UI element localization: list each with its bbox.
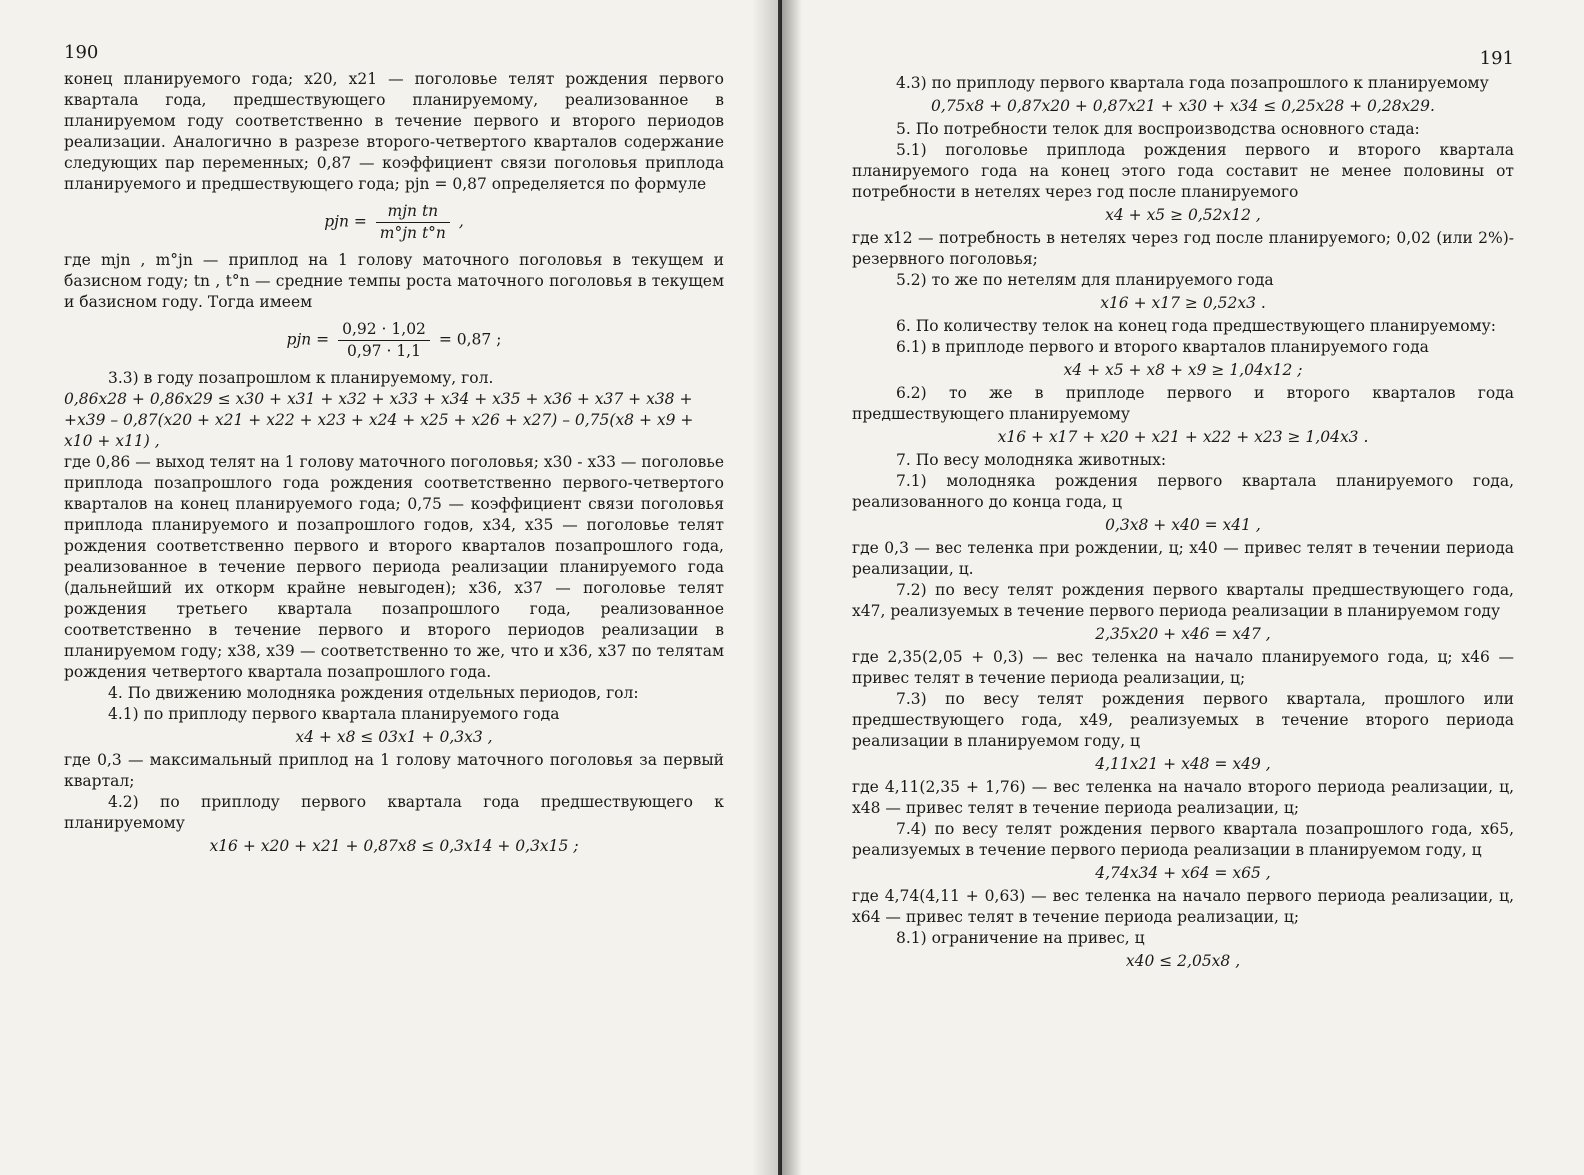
formula-7-4: 4,74x34 + x64 = x65 ,: [1095, 864, 1271, 882]
item-7-2: 7.2) по весу телят рождения первого кварталы предшествующего года, x47, реализуемых в течение первого периода реализации в планируемом году: [852, 581, 1514, 620]
right-gutter-shadow: [782, 0, 802, 1175]
formula-6-1: x4 + x5 + x8 + x9 ≥ 1,04x12 ;: [1063, 361, 1303, 379]
right-page: [782, 0, 1584, 1175]
formula-8-1: x40 ≤ 2,05x8 ,: [1125, 952, 1241, 970]
paragraph: где 4,74(4,11 + 0,63) — вес теленка на начало первого периода реализации, ц, x64 — привес телят в течение периода реализации, ц;: [852, 887, 1514, 926]
left-page: [0, 0, 782, 1175]
item-4-3: 4.3) по приплоду первого квартала года позапрошлого к планируемому: [896, 74, 1489, 92]
item-6-1: 6.1) в приплоде первого и второго кварталов планируемого года: [896, 338, 1429, 356]
paragraph: где 4,11(2,35 + 1,76) — вес теленка на начало второго периода реализации, ц, x48 — привес телят в течение периода реализации, ц;: [852, 778, 1514, 817]
paragraph: где x12 — потребность в нетелях через год после планируемого; 0,02 (или 2%)-резервного поголовья;: [852, 229, 1514, 268]
item-4-1: 4.1) по приплоду первого квартала планируемого года: [108, 705, 560, 723]
right-page-number: 191: [1479, 48, 1514, 69]
formula-3-3-line2: +x39 – 0,87(x20 + x21 + x22 + x23 + x24 + x25 + x26 + x27) – 0,75(x8 + x9 + x10 + x11) ,: [64, 411, 694, 450]
paragraph: где 0,86 — выход телят на 1 голову маточного поголовья; x30 - x33 — поголовье приплода позапрошлого года рождения соответственно первого-четвертого кварталов на конец планируемого года; 0,75 — коэффициент связи поголовья приплода планируемого и позапрошлого годов, x34, x35 — поголовье телят рождения соответственно первого и второго кварталов позапрошлого года, реализованное в течение первого периода реализации планируемого года (дальнейший их откорм крайне невыгоден); x36, x37 — поголовье телят рождения третьего квартала позапрошлого года, реализованное соответственно в течение первого и второго периодов реализации в планируемом году; x38, x39 — соответственно то же, что и x36, x37 по телятам рождения четвертого квартала позапрошлого года.: [64, 453, 724, 681]
item-5-2: 5.2) то же по нетелям для планируемого года: [896, 271, 1274, 289]
item-6: 6. По количеству телок на конец года предшествующего планируемому:: [896, 317, 1496, 335]
formula-6-2: x16 + x17 + x20 + x21 + x22 + x23 ≥ 1,04x3 .: [997, 428, 1369, 446]
item-8-1: 8.1) ограничение на привес, ц: [896, 929, 1145, 947]
formula-7-2: 2,35x20 + x46 = x47 ,: [1095, 625, 1271, 643]
item-5-1: 5.1) поголовье приплода рождения первого и второго квартала планируемого года на конец этого года составит не менее половины от потребности в нетелях через год после планируемого: [852, 141, 1514, 201]
formula-7-1: 0,3x8 + x40 = x41 ,: [1105, 516, 1261, 534]
formula-7-3: 4,11x21 + x48 = x49 ,: [1095, 755, 1271, 773]
item-7-4: 7.4) по весу телят рождения первого квартала позапрошлого года, x65, реализуемых в течение первого периода реализации в планируемом году, ц: [852, 820, 1514, 859]
item-7-1: 7.1) молодняка рождения первого квартала планируемого года, реализованного до конца года, ц: [852, 472, 1514, 511]
item-4: 4. По движению молодняка рождения отдельных периодов, гол:: [108, 684, 639, 702]
item-4-2: 4.2) по приплоду первого квартала года предшествующего к планируемому: [64, 793, 724, 832]
paragraph: конец планируемого года; x20, x21 — поголовье телят рождения первого квартала года, предшествующего планируемому, реализованное в планируемом году соответственно в течение первого и второго периодов реализации. Аналогично в разрезе второго-четвертого кварталов содержание следующих пар переменных; 0,87 — коэффициент связи поголовья приплода планируемого и предшествующего года; pjn = 0,87 определяется по формуле: [64, 70, 724, 193]
item-6-2: 6.2) то же в приплоде первого и второго кварталов года предшествующего планируемому: [852, 384, 1514, 423]
paragraph: где 0,3 — максимальный приплод на 1 голову маточного поголовья за первый квартал;: [64, 751, 724, 790]
formula-5-2: x16 + x17 ≥ 0,52x3 .: [1100, 294, 1266, 312]
formula-4-2: x16 + x20 + x21 + 0,87x8 ≤ 0,3x14 + 0,3x15 ;: [209, 837, 579, 855]
item-7: 7. По весу молодняка животных:: [896, 451, 1167, 469]
left-page-text: [64, 69, 724, 857]
item-3-3: 3.3) в году позапрошлом к планируемому, гол.: [108, 369, 494, 387]
paragraph: где 2,35(2,05 + 0,3) — вес теленка на начало планируемого года, ц; x46 — привес телят в течение периода реализации, ц;: [852, 648, 1514, 687]
left-page-number: 190: [64, 42, 99, 63]
formula-5-1: x4 + x5 ≥ 0,52x12 ,: [1105, 206, 1261, 224]
formula-4-1: x4 + x8 ≤ 03x1 + 0,3x3 ,: [295, 728, 493, 746]
formula-3-3-line1: 0,86x28 + 0,86x29 ≤ x30 + x31 + x32 + x33 + x34 + x35 + x36 + x37 + x38 +: [64, 390, 693, 408]
formula-calc: pjn = $\frac{0,92 \cdot 1,02}{0,97 \cdot 1,1}$ = 0,87 ;: [286, 320, 502, 360]
paragraph: где 0,3 — вес теленка при рождении, ц; x40 — привес телят в течении периода реализации, ц.: [852, 539, 1514, 578]
paragraph: где mjn , m°jn — приплод на 1 голову маточного поголовья в текущем и базисном году; tn , t°n — средние темпы роста маточного поголовья в текущем и базисном году. Тогда имеем: [64, 251, 724, 311]
formula-pjn: pjn = $\frac{\text{mjn tn}}{\text{m°jn t°n}}$ ,: [324, 202, 464, 242]
right-page-text: [852, 73, 1514, 972]
formula-4-3: 0,75x8 + 0,87x20 + 0,87x21 + x30 + x34 ≤ 0,25x28 + 0,28x29.: [931, 97, 1435, 115]
item-5: 5. По потребности телок для воспроизводства основного стада:: [896, 120, 1420, 138]
item-7-3: 7.3) по весу телят рождения первого квартала, прошлого или предшествующего года, x49, реализуемых в течение второго периода реализации в планируемом году, ц: [852, 690, 1514, 750]
